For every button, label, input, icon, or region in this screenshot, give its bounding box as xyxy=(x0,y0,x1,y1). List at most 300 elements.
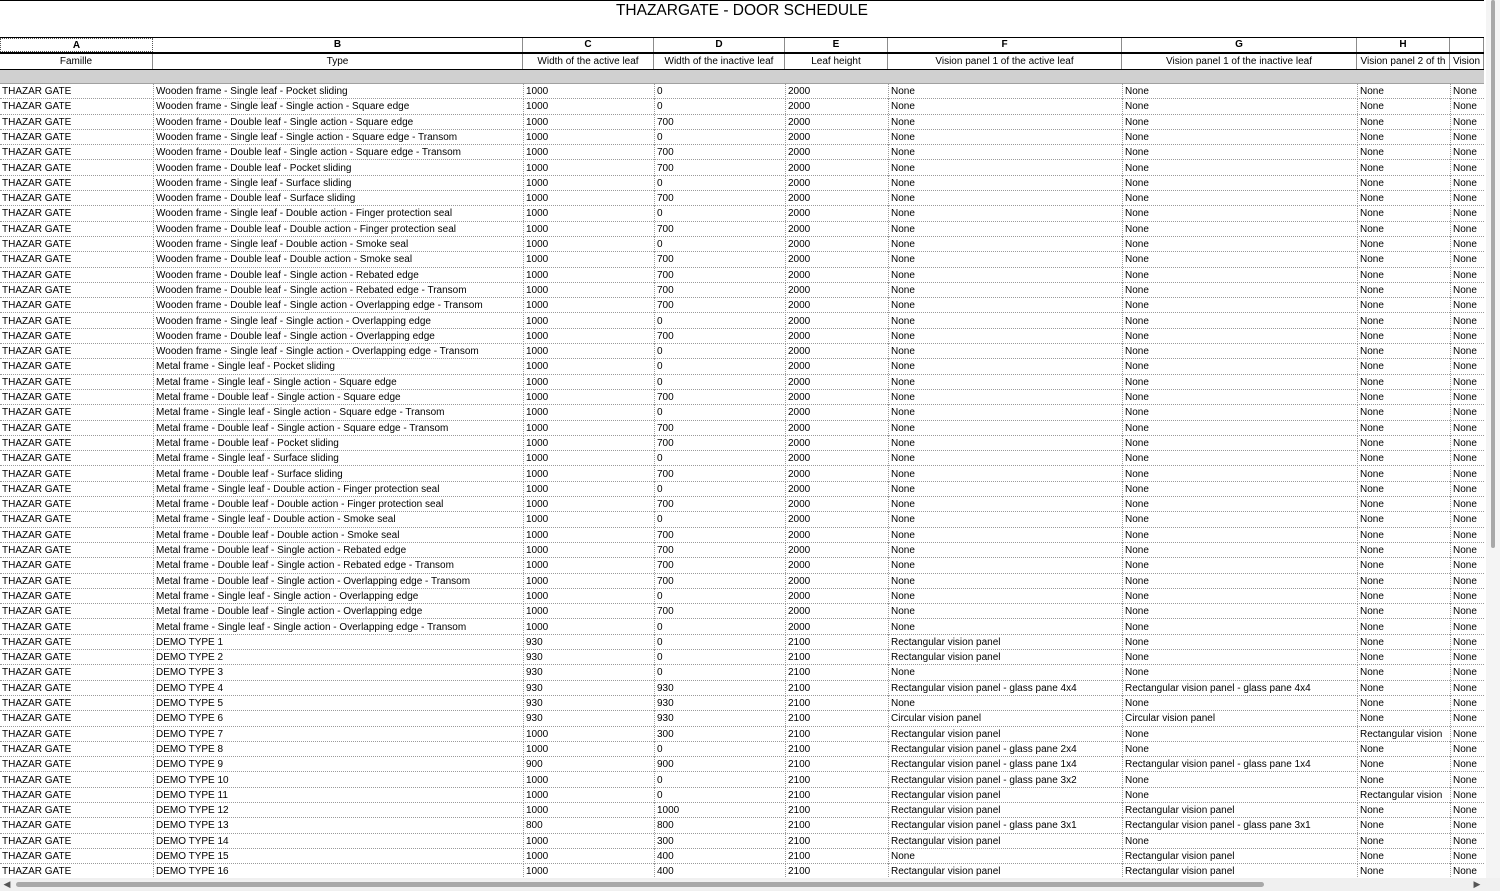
cell-vision-panel-2-active[interactable]: None xyxy=(1357,620,1450,635)
cell-famille[interactable]: THAZAR GATE xyxy=(2,606,72,618)
cell-famille[interactable]: THAZAR GATE xyxy=(2,621,72,633)
cell-vision-panel-1-active[interactable]: None xyxy=(888,528,1122,543)
cell-vision-panel-extra[interactable]: None xyxy=(1450,161,1484,176)
cell-vision-panel-1-active[interactable]: None xyxy=(888,405,1122,420)
cell-active-width[interactable]: 1000 xyxy=(523,298,654,313)
cell-vision-panel-1-active[interactable]: Circular vision panel xyxy=(888,711,1122,726)
cell-vision-panel-2-active[interactable]: None xyxy=(1357,711,1450,726)
cell-vision-panel-1-inactive[interactable]: None xyxy=(1122,727,1357,742)
cell-famille[interactable]: THAZAR GATE xyxy=(2,300,72,312)
cell-leaf-height[interactable]: 2000 xyxy=(785,176,888,191)
vertical-scroll-thumb[interactable] xyxy=(1491,0,1495,548)
cell-type[interactable]: Wooden frame - Double leaf - Double action - Finger protection seal xyxy=(153,222,523,237)
cell-vision-panel-1-active[interactable]: None xyxy=(888,145,1122,160)
cell-leaf-height[interactable]: 2000 xyxy=(785,161,888,176)
cell-vision-panel-extra[interactable]: None xyxy=(1450,176,1484,191)
cell-vision-panel-2-active[interactable]: None xyxy=(1357,635,1450,650)
cell-inactive-width[interactable]: 700 xyxy=(654,145,785,160)
cell-leaf-height[interactable]: 2100 xyxy=(785,864,888,878)
cell-vision-panel-1-inactive[interactable]: None xyxy=(1122,176,1357,191)
cell-type[interactable]: Metal frame - Double leaf - Double action - Smoke seal xyxy=(153,528,523,543)
cell-active-width[interactable]: 1000 xyxy=(523,482,654,497)
cell-vision-panel-1-inactive[interactable]: None xyxy=(1122,834,1357,849)
cell-vision-panel-1-active[interactable]: Rectangular vision panel xyxy=(888,834,1122,849)
cell-type[interactable]: Metal frame - Double leaf - Double action - Finger protection seal xyxy=(153,497,523,512)
cell-vision-panel-extra[interactable]: None xyxy=(1450,497,1484,512)
cell-leaf-height[interactable]: 2100 xyxy=(785,788,888,803)
cell-vision-panel-extra[interactable]: None xyxy=(1450,467,1484,482)
cell-famille[interactable]: THAZAR GATE xyxy=(2,805,72,817)
cell-leaf-height[interactable]: 2100 xyxy=(785,773,888,788)
cell-vision-panel-1-inactive[interactable]: None xyxy=(1122,222,1357,237)
table-row[interactable] xyxy=(0,834,1484,849)
cell-leaf-height[interactable]: 2000 xyxy=(785,314,888,329)
table-row[interactable] xyxy=(0,665,1484,680)
cell-leaf-height[interactable]: 2000 xyxy=(785,375,888,390)
cell-famille[interactable]: THAZAR GATE xyxy=(2,254,72,266)
cell-vision-panel-1-inactive[interactable]: None xyxy=(1122,421,1357,436)
cell-vision-panel-extra[interactable]: None xyxy=(1450,604,1484,619)
table-row[interactable] xyxy=(0,711,1484,726)
cell-vision-panel-extra[interactable]: None xyxy=(1450,788,1484,803)
cell-type[interactable]: DEMO TYPE 12 xyxy=(153,803,523,818)
cell-vision-panel-1-inactive[interactable]: None xyxy=(1122,375,1357,390)
table-row[interactable] xyxy=(0,130,1484,145)
table-row[interactable] xyxy=(0,864,1484,878)
cell-vision-panel-extra[interactable]: None xyxy=(1450,436,1484,451)
cell-vision-panel-1-inactive[interactable]: None xyxy=(1122,773,1357,788)
cell-leaf-height[interactable]: 2000 xyxy=(785,191,888,206)
cell-type[interactable]: Metal frame - Single leaf - Single action - Square edge - Transom xyxy=(153,405,523,420)
cell-vision-panel-2-active[interactable]: None xyxy=(1357,283,1450,298)
cell-vision-panel-2-active[interactable]: None xyxy=(1357,834,1450,849)
cell-vision-panel-1-inactive[interactable]: Rectangular vision panel xyxy=(1122,803,1357,818)
cell-vision-panel-2-active[interactable]: None xyxy=(1357,467,1450,482)
cell-type[interactable]: DEMO TYPE 6 xyxy=(153,711,523,726)
cell-vision-panel-1-inactive[interactable]: Circular vision panel xyxy=(1122,711,1357,726)
table-row[interactable] xyxy=(0,650,1484,665)
cell-vision-panel-1-inactive[interactable]: None xyxy=(1122,252,1357,267)
cell-inactive-width[interactable]: 700 xyxy=(654,436,785,451)
cell-active-width[interactable]: 930 xyxy=(523,681,654,696)
cell-vision-panel-extra[interactable]: None xyxy=(1450,574,1484,589)
cell-inactive-width[interactable]: 400 xyxy=(654,864,785,878)
cell-famille[interactable]: THAZAR GATE xyxy=(2,468,72,480)
cell-active-width[interactable]: 1000 xyxy=(523,314,654,329)
cell-leaf-height[interactable]: 2000 xyxy=(785,467,888,482)
cell-inactive-width[interactable]: 700 xyxy=(654,604,785,619)
cell-active-width[interactable]: 1000 xyxy=(523,191,654,206)
cell-vision-panel-2-active[interactable]: None xyxy=(1357,252,1450,267)
cell-active-width[interactable]: 1000 xyxy=(523,451,654,466)
cell-active-width[interactable]: 1000 xyxy=(523,145,654,160)
cell-vision-panel-1-active[interactable]: Rectangular vision panel - glass pane 3x2 xyxy=(888,773,1122,788)
table-row[interactable] xyxy=(0,803,1484,818)
cell-type[interactable]: DEMO TYPE 1 xyxy=(153,635,523,650)
cell-inactive-width[interactable]: 0 xyxy=(654,512,785,527)
cell-vision-panel-extra[interactable]: None xyxy=(1450,252,1484,267)
cell-leaf-height[interactable]: 2000 xyxy=(785,405,888,420)
col-letter-f[interactable]: F xyxy=(888,38,1122,52)
cell-vision-panel-extra[interactable]: None xyxy=(1450,681,1484,696)
cell-active-width[interactable]: 1000 xyxy=(523,237,654,252)
cell-vision-panel-1-inactive[interactable]: None xyxy=(1122,99,1357,114)
cell-vision-panel-extra[interactable]: None xyxy=(1450,665,1484,680)
cell-famille[interactable]: THAZAR GATE xyxy=(2,315,72,327)
cell-vision-panel-1-active[interactable]: Rectangular vision panel - glass pane 3x1 xyxy=(888,818,1122,833)
cell-famille[interactable]: THAZAR GATE xyxy=(2,652,72,664)
table-row[interactable] xyxy=(0,421,1484,436)
cell-famille[interactable]: THAZAR GATE xyxy=(2,239,72,250)
cell-vision-panel-1-inactive[interactable]: None xyxy=(1122,696,1357,711)
cell-type[interactable]: Metal frame - Double leaf - Single action - Rebated edge xyxy=(153,543,523,558)
cell-leaf-height[interactable]: 2000 xyxy=(785,99,888,114)
table-row[interactable] xyxy=(0,788,1484,803)
cell-vision-panel-1-active[interactable]: None xyxy=(888,84,1122,99)
cell-famille[interactable]: THAZAR GATE xyxy=(2,284,72,296)
cell-famille[interactable]: THAZAR GATE xyxy=(2,560,72,572)
cell-vision-panel-2-active[interactable]: None xyxy=(1357,344,1450,359)
cell-vision-panel-extra[interactable]: None xyxy=(1450,727,1484,742)
cell-vision-panel-2-active[interactable]: None xyxy=(1357,742,1450,757)
cell-leaf-height[interactable]: 2000 xyxy=(785,451,888,466)
cell-famille[interactable]: THAZAR GATE xyxy=(2,835,72,847)
table-row[interactable] xyxy=(0,818,1484,833)
cell-vision-panel-2-active[interactable]: None xyxy=(1357,176,1450,191)
cell-active-width[interactable]: 930 xyxy=(523,665,654,680)
cell-vision-panel-extra[interactable]: None xyxy=(1450,834,1484,849)
cell-vision-panel-extra[interactable]: None xyxy=(1450,742,1484,757)
cell-vision-panel-extra[interactable]: None xyxy=(1450,421,1484,436)
cell-famille[interactable]: THAZAR GATE xyxy=(2,162,72,174)
cell-vision-panel-1-active[interactable]: None xyxy=(888,176,1122,191)
table-row[interactable] xyxy=(0,742,1484,757)
cell-type[interactable]: DEMO TYPE 13 xyxy=(153,818,523,833)
cell-vision-panel-1-inactive[interactable]: None xyxy=(1122,314,1357,329)
cell-vision-panel-1-active[interactable]: None xyxy=(888,314,1122,329)
cell-vision-panel-1-active[interactable]: None xyxy=(888,283,1122,298)
cell-leaf-height[interactable]: 2000 xyxy=(785,130,888,145)
cell-vision-panel-extra[interactable]: None xyxy=(1450,818,1484,833)
cell-famille[interactable]: THAZAR GATE xyxy=(2,636,72,648)
cell-inactive-width[interactable]: 0 xyxy=(654,635,785,650)
cell-active-width[interactable]: 1000 xyxy=(523,727,654,742)
cell-type[interactable]: Metal frame - Double leaf - Single action - Overlapping edge xyxy=(153,604,523,619)
cell-leaf-height[interactable]: 2100 xyxy=(785,727,888,742)
cell-type[interactable]: Metal frame - Single leaf - Single action - Square edge xyxy=(153,375,523,390)
cell-vision-panel-1-inactive[interactable]: Rectangular vision panel xyxy=(1122,864,1357,878)
cell-vision-panel-1-inactive[interactable]: None xyxy=(1122,512,1357,527)
cell-vision-panel-1-active[interactable]: None xyxy=(888,558,1122,573)
cell-leaf-height[interactable]: 2100 xyxy=(785,650,888,665)
cell-vision-panel-extra[interactable]: None xyxy=(1450,359,1484,374)
cell-vision-panel-extra[interactable]: None xyxy=(1450,99,1484,114)
cell-vision-panel-2-active[interactable]: None xyxy=(1357,298,1450,313)
cell-active-width[interactable]: 1000 xyxy=(523,436,654,451)
cell-type[interactable]: Metal frame - Double leaf - Pocket sliding xyxy=(153,436,523,451)
cell-type[interactable]: Wooden frame - Double leaf - Single action - Square edge xyxy=(153,115,523,130)
cell-vision-panel-1-active[interactable]: None xyxy=(888,467,1122,482)
cell-vision-panel-1-inactive[interactable]: None xyxy=(1122,359,1357,374)
cell-famille[interactable]: THAZAR GATE xyxy=(2,346,72,358)
cell-vision-panel-1-inactive[interactable]: None xyxy=(1122,344,1357,359)
cell-famille[interactable]: THAZAR GATE xyxy=(2,514,72,526)
col-letter-b[interactable]: B xyxy=(153,38,523,52)
cell-active-width[interactable]: 1000 xyxy=(523,161,654,176)
cell-vision-panel-1-active[interactable]: None xyxy=(888,161,1122,176)
table-row[interactable] xyxy=(0,436,1484,451)
cell-famille[interactable]: THAZAR GATE xyxy=(2,743,72,755)
cell-vision-panel-1-active[interactable]: None xyxy=(888,543,1122,558)
table-row[interactable] xyxy=(0,252,1484,267)
cell-type[interactable]: DEMO TYPE 3 xyxy=(153,665,523,680)
cell-leaf-height[interactable]: 2000 xyxy=(785,206,888,221)
cell-active-width[interactable]: 1000 xyxy=(523,329,654,344)
cell-vision-panel-2-active[interactable]: None xyxy=(1357,681,1450,696)
cell-type[interactable]: Wooden frame - Single leaf - Single action - Overlapping edge xyxy=(153,314,523,329)
cell-inactive-width[interactable]: 930 xyxy=(654,681,785,696)
cell-vision-panel-1-inactive[interactable]: None xyxy=(1122,390,1357,405)
table-row[interactable] xyxy=(0,84,1484,99)
cell-leaf-height[interactable]: 2000 xyxy=(785,252,888,267)
cell-leaf-height[interactable]: 2100 xyxy=(785,681,888,696)
cell-vision-panel-1-active[interactable]: None xyxy=(888,359,1122,374)
cell-vision-panel-extra[interactable]: None xyxy=(1450,757,1484,772)
col-letter-e[interactable]: E xyxy=(785,38,888,52)
cell-leaf-height[interactable]: 2000 xyxy=(785,145,888,160)
cell-type[interactable]: Wooden frame - Double leaf - Single action - Overlapping edge xyxy=(153,329,523,344)
cell-type[interactable]: Wooden frame - Single leaf - Single action - Square edge xyxy=(153,99,523,114)
cell-inactive-width[interactable]: 0 xyxy=(654,482,785,497)
cell-type[interactable]: DEMO TYPE 7 xyxy=(153,727,523,742)
cell-vision-panel-1-inactive[interactable]: None xyxy=(1122,650,1357,665)
cell-famille[interactable]: THAZAR GATE xyxy=(2,330,72,342)
cell-type[interactable]: Metal frame - Double leaf - Surface sliding xyxy=(153,467,523,482)
cell-vision-panel-1-inactive[interactable]: None xyxy=(1122,574,1357,589)
cell-type[interactable]: Wooden frame - Single leaf - Single action - Square edge - Transom xyxy=(153,130,523,145)
cell-type[interactable]: Metal frame - Single leaf - Double action - Smoke seal xyxy=(153,512,523,527)
cell-vision-panel-1-inactive[interactable]: None xyxy=(1122,237,1357,252)
cell-leaf-height[interactable]: 2000 xyxy=(785,528,888,543)
cell-vision-panel-1-active[interactable]: None xyxy=(888,497,1122,512)
cell-vision-panel-1-active[interactable]: None xyxy=(888,115,1122,130)
cell-vision-panel-1-active[interactable]: None xyxy=(888,130,1122,145)
cell-active-width[interactable]: 1000 xyxy=(523,864,654,878)
cell-active-width[interactable]: 1000 xyxy=(523,176,654,191)
cell-vision-panel-1-inactive[interactable]: Rectangular vision panel - glass pane 1x4 xyxy=(1122,757,1357,772)
cell-famille[interactable]: THAZAR GATE xyxy=(2,361,72,373)
cell-vision-panel-1-inactive[interactable]: None xyxy=(1122,620,1357,635)
table-row[interactable] xyxy=(0,620,1484,635)
table-row[interactable] xyxy=(0,375,1484,390)
cell-vision-panel-1-inactive[interactable]: None xyxy=(1122,528,1357,543)
cell-inactive-width[interactable]: 0 xyxy=(654,84,785,99)
cell-type[interactable]: Wooden frame - Double leaf - Pocket sliding xyxy=(153,161,523,176)
table-row[interactable] xyxy=(0,222,1484,237)
cell-vision-panel-2-active[interactable]: Rectangular vision xyxy=(1357,727,1450,742)
cell-vision-panel-1-inactive[interactable]: None xyxy=(1122,604,1357,619)
cell-famille[interactable]: THAZAR GATE xyxy=(2,866,72,878)
cell-leaf-height[interactable]: 2000 xyxy=(785,482,888,497)
table-row[interactable] xyxy=(0,589,1484,604)
cell-vision-panel-1-active[interactable]: None xyxy=(888,512,1122,527)
cell-active-width[interactable]: 1000 xyxy=(523,497,654,512)
cell-type[interactable]: Wooden frame - Double leaf - Single action - Square edge - Transom xyxy=(153,145,523,160)
cell-type[interactable]: Metal frame - Single leaf - Double action - Finger protection seal xyxy=(153,482,523,497)
cell-vision-panel-1-inactive[interactable]: None xyxy=(1122,589,1357,604)
cell-inactive-width[interactable]: 700 xyxy=(654,222,785,237)
cell-type[interactable]: DEMO TYPE 10 xyxy=(153,773,523,788)
cell-type[interactable]: Wooden frame - Double leaf - Double action - Smoke seal xyxy=(153,252,523,267)
cell-leaf-height[interactable]: 2000 xyxy=(785,222,888,237)
cell-inactive-width[interactable]: 700 xyxy=(654,283,785,298)
table-row[interactable] xyxy=(0,757,1484,772)
cell-vision-panel-1-active[interactable]: None xyxy=(888,344,1122,359)
cell-vision-panel-1-inactive[interactable]: None xyxy=(1122,84,1357,99)
cell-vision-panel-1-active[interactable]: Rectangular vision panel - glass pane 4x4 xyxy=(888,681,1122,696)
cell-vision-panel-2-active[interactable]: None xyxy=(1357,757,1450,772)
cell-inactive-width[interactable]: 930 xyxy=(654,696,785,711)
table-row[interactable] xyxy=(0,558,1484,573)
cell-vision-panel-1-active[interactable]: Rectangular vision panel xyxy=(888,635,1122,650)
cell-famille[interactable]: THAZAR GATE xyxy=(2,269,72,281)
cell-inactive-width[interactable]: 930 xyxy=(654,711,785,726)
cell-vision-panel-1-inactive[interactable]: None xyxy=(1122,405,1357,420)
cell-inactive-width[interactable]: 800 xyxy=(654,818,785,833)
cell-active-width[interactable]: 1000 xyxy=(523,849,654,864)
cell-vision-panel-extra[interactable]: None xyxy=(1450,405,1484,420)
cell-leaf-height[interactable]: 2000 xyxy=(785,574,888,589)
cell-leaf-height[interactable]: 2000 xyxy=(785,558,888,573)
table-row[interactable] xyxy=(0,161,1484,176)
cell-vision-panel-2-active[interactable]: None xyxy=(1357,375,1450,390)
cell-vision-panel-extra[interactable]: None xyxy=(1450,620,1484,635)
cell-inactive-width[interactable]: 0 xyxy=(654,620,785,635)
cell-famille[interactable]: THAZAR GATE xyxy=(2,101,72,113)
cell-vision-panel-2-active[interactable]: None xyxy=(1357,314,1450,329)
cell-vision-panel-1-inactive[interactable]: None xyxy=(1122,788,1357,803)
cell-leaf-height[interactable]: 2000 xyxy=(785,115,888,130)
cell-active-width[interactable]: 1000 xyxy=(523,359,654,374)
cell-vision-panel-1-active[interactable]: None xyxy=(888,421,1122,436)
cell-leaf-height[interactable]: 2000 xyxy=(785,543,888,558)
cell-inactive-width[interactable]: 0 xyxy=(654,237,785,252)
col-letter-g[interactable]: G xyxy=(1122,38,1357,52)
cell-famille[interactable]: THAZAR GATE xyxy=(2,499,72,511)
cell-active-width[interactable]: 1000 xyxy=(523,130,654,145)
cell-active-width[interactable]: 1000 xyxy=(523,803,654,818)
cell-vision-panel-2-active[interactable]: None xyxy=(1357,130,1450,145)
table-row[interactable] xyxy=(0,451,1484,466)
cell-type[interactable]: Wooden frame - Single leaf - Double action - Finger protection seal xyxy=(153,206,523,221)
table-row[interactable] xyxy=(0,329,1484,344)
cell-leaf-height[interactable]: 2000 xyxy=(785,283,888,298)
cell-vision-panel-1-active[interactable]: Rectangular vision panel - glass pane 2x4 xyxy=(888,742,1122,757)
cell-type[interactable]: Metal frame - Single leaf - Single action - Overlapping edge - Transom xyxy=(153,620,523,635)
cell-famille[interactable]: THAZAR GATE xyxy=(2,422,72,434)
header-active-width[interactable]: Width of the active leaf xyxy=(523,54,654,69)
cell-vision-panel-2-active[interactable]: None xyxy=(1357,665,1450,680)
cell-inactive-width[interactable]: 700 xyxy=(654,543,785,558)
cell-vision-panel-2-active[interactable]: None xyxy=(1357,528,1450,543)
cell-vision-panel-2-active[interactable]: None xyxy=(1357,604,1450,619)
cell-type[interactable]: Wooden frame - Double leaf - Single action - Rebated edge - Transom xyxy=(153,283,523,298)
horizontal-scrollbar[interactable] xyxy=(0,878,1500,891)
cell-vision-panel-1-inactive[interactable]: None xyxy=(1122,130,1357,145)
cell-vision-panel-1-inactive[interactable]: None xyxy=(1122,558,1357,573)
cell-type[interactable]: Wooden frame - Single leaf - Single action - Overlapping edge - Transom xyxy=(153,344,523,359)
table-row[interactable] xyxy=(0,344,1484,359)
cell-famille[interactable]: THAZAR GATE xyxy=(2,575,72,587)
cell-vision-panel-1-inactive[interactable]: None xyxy=(1122,497,1357,512)
cell-leaf-height[interactable]: 2000 xyxy=(785,589,888,604)
cell-inactive-width[interactable]: 0 xyxy=(654,176,785,191)
cell-active-width[interactable]: 1000 xyxy=(523,574,654,589)
cell-vision-panel-1-active[interactable]: None xyxy=(888,252,1122,267)
cell-vision-panel-2-active[interactable]: None xyxy=(1357,451,1450,466)
cell-famille[interactable]: THAZAR GATE xyxy=(2,728,72,740)
table-row[interactable] xyxy=(0,727,1484,742)
cell-vision-panel-extra[interactable]: None xyxy=(1450,558,1484,573)
cell-vision-panel-1-inactive[interactable]: None xyxy=(1122,206,1357,221)
cell-vision-panel-1-active[interactable]: None xyxy=(888,268,1122,283)
cell-vision-panel-extra[interactable]: None xyxy=(1450,773,1484,788)
cell-famille[interactable]: THAZAR GATE xyxy=(2,713,72,725)
cell-famille[interactable]: THAZAR GATE xyxy=(2,529,72,541)
cell-vision-panel-2-active[interactable]: None xyxy=(1357,497,1450,512)
table-row[interactable] xyxy=(0,298,1484,313)
cell-type[interactable]: Metal frame - Double leaf - Single action - Rebated edge - Transom xyxy=(153,558,523,573)
cell-inactive-width[interactable]: 1000 xyxy=(654,803,785,818)
cell-inactive-width[interactable]: 700 xyxy=(654,252,785,267)
cell-vision-panel-1-inactive[interactable]: Rectangular vision panel - glass pane 4x4 xyxy=(1122,681,1357,696)
cell-active-width[interactable]: 1000 xyxy=(523,467,654,482)
cell-active-width[interactable]: 1000 xyxy=(523,421,654,436)
cell-vision-panel-2-active[interactable]: None xyxy=(1357,482,1450,497)
cell-vision-panel-extra[interactable]: None xyxy=(1450,268,1484,283)
cell-active-width[interactable]: 800 xyxy=(523,818,654,833)
cell-vision-panel-2-active[interactable]: None xyxy=(1357,390,1450,405)
cell-vision-panel-2-active[interactable]: None xyxy=(1357,222,1450,237)
cell-vision-panel-extra[interactable]: None xyxy=(1450,543,1484,558)
cell-vision-panel-extra[interactable]: None xyxy=(1450,191,1484,206)
cell-inactive-width[interactable]: 0 xyxy=(654,650,785,665)
header-famille[interactable]: Famille xyxy=(0,54,153,69)
cell-vision-panel-1-inactive[interactable]: None xyxy=(1122,329,1357,344)
cell-active-width[interactable]: 1000 xyxy=(523,115,654,130)
cell-active-width[interactable]: 1000 xyxy=(523,788,654,803)
cell-vision-panel-1-inactive[interactable]: None xyxy=(1122,161,1357,176)
cell-vision-panel-2-active[interactable]: None xyxy=(1357,405,1450,420)
cell-inactive-width[interactable]: 700 xyxy=(654,497,785,512)
cell-leaf-height[interactable]: 2000 xyxy=(785,298,888,313)
cell-famille[interactable]: THAZAR GATE xyxy=(2,193,72,205)
cell-inactive-width[interactable]: 0 xyxy=(654,589,785,604)
table-row[interactable] xyxy=(0,528,1484,543)
cell-vision-panel-extra[interactable]: None xyxy=(1450,329,1484,344)
cell-type[interactable]: DEMO TYPE 4 xyxy=(153,681,523,696)
cell-vision-panel-1-inactive[interactable]: None xyxy=(1122,451,1357,466)
cell-inactive-width[interactable]: 0 xyxy=(654,665,785,680)
cell-famille[interactable]: THAZAR GATE xyxy=(2,86,72,97)
cell-type[interactable]: Wooden frame - Double leaf - Surface sliding xyxy=(153,191,523,206)
cell-inactive-width[interactable]: 700 xyxy=(654,298,785,313)
table-row[interactable] xyxy=(0,115,1484,130)
cell-inactive-width[interactable]: 700 xyxy=(654,528,785,543)
col-letter-d[interactable]: D xyxy=(654,38,785,52)
cell-famille[interactable]: THAZAR GATE xyxy=(2,407,72,419)
table-row[interactable] xyxy=(0,497,1484,512)
